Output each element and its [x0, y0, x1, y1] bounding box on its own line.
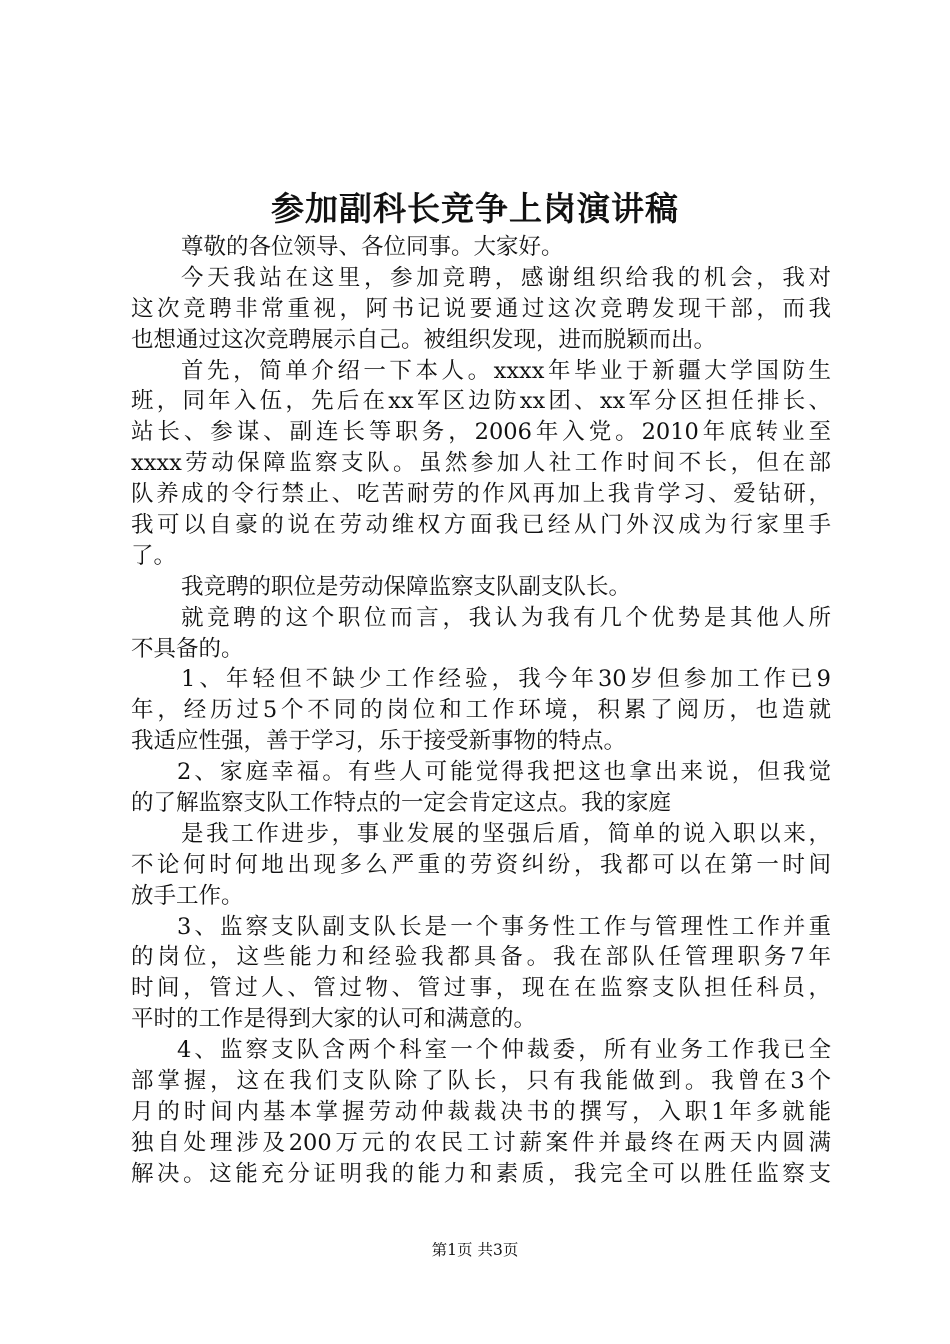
body-line: 我适应性强，善于学习，乐于接受新事物的特点。: [131, 728, 627, 755]
body-line: 我竞聘的职位是劳动保障监察支队副支队长。: [181, 573, 632, 600]
body-line: 部掌握，这在我们支队除了队长，只有我能做到。我曾在3个: [131, 1068, 831, 1095]
body-line: 尊敬的各位领导、各位同事。大家好。: [181, 234, 564, 260]
body-line: 3、监察支队副支队长是一个事务性工作与管理性工作并重: [177, 913, 831, 940]
body-line: 班，同年入伍，先后在xx军区边防xx团、xx军分区担任排长、: [131, 388, 831, 415]
body-line: 也想通过这次竞聘展示自己。被组织发现，进而脱颖而出。: [131, 326, 717, 353]
body-line: 时间，管过人、管过物、管过事，现在在监察支队担任科员，: [131, 975, 831, 1002]
document-title: 参加副科长竞争上岗演讲稿: [271, 189, 679, 228]
body-line: 4、监察支队含两个科室一个仲裁委，所有业务工作我已全: [177, 1037, 831, 1064]
body-line: 的岗位，这些能力和经验我都具备。我在部队任管理职务7年: [131, 944, 831, 971]
body-line: 的了解监察支队工作特点的一定会肯定这点。我的家庭: [131, 790, 672, 817]
body-line: 这次竞聘非常重视，阿书记说要通过这次竞聘发现干部，而我: [131, 295, 831, 322]
body-line: 独自处理涉及200万元的农民工讨薪案件并最终在两天内圆满: [131, 1129, 831, 1156]
body-line: 是我工作进步，事业发展的坚强后盾，简单的说入职以来，: [181, 820, 831, 847]
body-line: 平时的工作是得到大家的认可和满意的。: [131, 1006, 537, 1033]
body-line: xxxx劳动保障监察支队。虽然参加人社工作时间不长，但在部: [131, 450, 831, 477]
body-line: 了。: [131, 542, 177, 569]
body-line: 不具备的。: [131, 635, 244, 662]
body-line: 今天我站在这里，参加竞聘，感谢组织给我的机会，我对: [181, 264, 831, 291]
page-footer: 第1页 共3页: [431, 1241, 519, 1259]
body-line: 就竞聘的这个职位而言，我认为我有几个优势是其他人所: [181, 604, 831, 631]
body-line: 不论何时何地出现多么严重的劳资纠纷，我都可以在第一时间: [131, 851, 831, 878]
body-line: 年，经历过5个不同的岗位和工作环境，积累了阅历，也造就: [131, 697, 831, 724]
document-body: [131, 232, 831, 1190]
body-line: 月的时间内基本掌握劳动仲裁裁决书的撰写，入职1年多就能: [131, 1098, 831, 1125]
body-line: 首先，简单介绍一下本人。xxxx年毕业于新疆大学国防生: [181, 357, 831, 384]
body-line: 解决。这能充分证明我的能力和素质，我完全可以胜任监察支: [131, 1160, 831, 1187]
body-line: 站长、参谋、副连长等职务，2006年入党。2010年底转业至: [131, 419, 831, 446]
body-line: 1、年轻但不缺少工作经验，我今年30岁但参加工作已9: [181, 666, 831, 693]
body-line: 2、家庭幸福。有些人可能觉得我把这也拿出来说，但我觉: [177, 759, 831, 786]
body-line: 队养成的令行禁止、吃苦耐劳的作风再加上我肯学习、爱钻研，: [131, 481, 831, 508]
body-line: 放手工作。: [131, 882, 244, 909]
body-line: 我可以自豪的说在劳动维权方面我已经从门外汉成为行家里手: [131, 512, 831, 539]
